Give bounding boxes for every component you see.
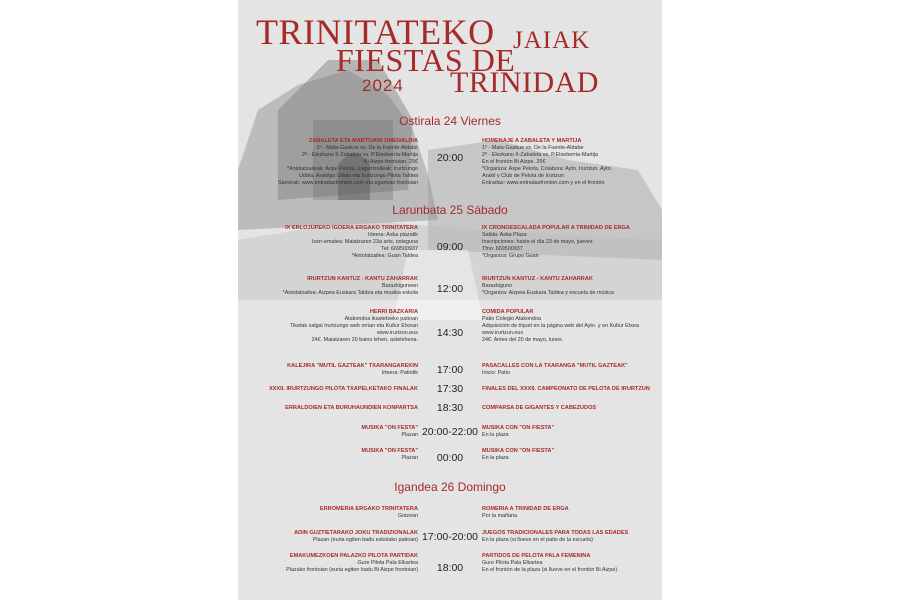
- event-title: EMAKUMEZKOEN PALAZKO PILOTA PARTIDAK: [289, 553, 418, 559]
- event-detail: 2º - Elezkano II-Zabaleta vs. P.Etxeberria-Martija: [301, 152, 418, 158]
- event-left: [269, 386, 418, 393]
- event-title: ROMERIA A TRINIDAD DE ERGA: [482, 506, 569, 512]
- event-left: [361, 425, 418, 439]
- event-detail: Patio Colegio Atakondoa: [482, 316, 542, 322]
- event-detail: Inicio: Patio: [482, 370, 510, 376]
- event-left: [320, 506, 418, 520]
- event-time: 09:00: [436, 241, 464, 253]
- event-title: MUSIKA "ON FESTA": [361, 448, 418, 454]
- event-detail: Barazkiguneen: [382, 283, 418, 289]
- event-time: 14:30: [436, 327, 464, 339]
- event-title: PASACALLES CON LA TXARANGA "MUTIL GAZTEAK": [482, 363, 628, 369]
- event-title: KALEJIRA "MUTIL GAZTEAK" TXARANGAREKIN: [287, 363, 418, 369]
- event-right: [482, 448, 554, 462]
- event-detail: Plazan: [401, 455, 418, 461]
- event-detail: Sarrerak: www.entradasfronton.com eta egunean frontoian: [278, 180, 418, 186]
- festival-poster: [238, 0, 662, 600]
- event-detail: Izen-ematea: Maiatzaren 23a arte, osteguna: [311, 239, 418, 245]
- event-detail: Tel: 669500937: [381, 246, 418, 252]
- event-right: [482, 225, 630, 260]
- event-right: [482, 138, 612, 187]
- event-left: [361, 448, 418, 462]
- event-title: COMIDA POPULAR: [482, 309, 534, 315]
- event-right: [482, 506, 569, 520]
- event-detail: Bi Aizpe frontoian. 25€: [364, 159, 418, 165]
- event-detail: Arakil y Club de Pelota de Irurtzun: [482, 173, 564, 179]
- event-right: [482, 276, 614, 297]
- event-right: [482, 405, 596, 412]
- event-title: MUSIKA "ON FESTA": [361, 425, 418, 431]
- event-detail: 1º - Mata-Gaskue vs. De la Fuente-Aldabe: [316, 145, 418, 151]
- event-title: ERRALDOIEN ETA BURUHAUNDIEN KONPARTSA: [285, 405, 418, 411]
- event-detail: Atakondoa ikastetxeko patioan: [344, 316, 418, 322]
- title-line-1: TRINITATEKO: [256, 12, 495, 52]
- event-left: [290, 309, 418, 344]
- event-detail: En la plaza: [482, 432, 509, 438]
- event-right: [482, 386, 650, 393]
- event-left: [294, 530, 418, 544]
- event-detail: *Organiza: Aizpea Euskara Taldea y escuela de música: [482, 290, 615, 296]
- event-right: [482, 309, 639, 344]
- title-line-2: FIESTAS DE: [336, 42, 516, 78]
- event-detail: *Antolatzaileak: Aspe Pelota. Laguntzaileak: Irurtzungo: [287, 166, 418, 172]
- event-detail: www.irurtzun.eus: [376, 330, 418, 336]
- event-time: 17:00-20:00: [421, 531, 479, 543]
- event-time: 20:00: [436, 152, 464, 164]
- event-detail: Entradas: www.entradasfronton.com y en el frontón: [482, 180, 605, 186]
- event-title: IX CRONOESCALADA POPULAR A TRINIDAD DE ERGA: [482, 225, 630, 231]
- event-right: [482, 530, 628, 544]
- event-title: COMPARSA DE GIGANTES Y CABEZUDOS: [482, 405, 597, 411]
- event-detail: Gure Pilota Pala Elkartea: [482, 560, 543, 566]
- event-detail: 1º - Mata-Gaskue vs. De la Fuente-Aldabe: [482, 145, 584, 151]
- title-line-3: TRINIDAD: [450, 66, 599, 99]
- event-detail: Tfno: 669500937: [482, 246, 523, 252]
- event-title: HERRI BAZKARIA: [369, 309, 418, 315]
- event-title: ZABALETA ETA MARTIJARI OMENALDIA: [308, 138, 418, 144]
- event-time: 00:00: [436, 452, 464, 464]
- title-year: 2024: [362, 76, 404, 95]
- event-right: [482, 363, 628, 377]
- event-detail: En el frontón de la plaza (si llueve en el frontón Bi Aizpe): [482, 567, 618, 573]
- event-title: HOMENAJE A ZABALETA Y MARTIJA: [482, 138, 582, 144]
- event-detail: Por la mañana: [482, 513, 518, 519]
- event-title: PARTIDOS DE PELOTA PALA FEMENINA: [482, 553, 591, 559]
- event-detail: Salida: Aska Plaza: [482, 232, 527, 238]
- event-detail: En el frontón Bi Aizpe. 25€: [482, 159, 546, 165]
- event-detail: Inscripciones: hasta el día 23 de mayo, jueves: [482, 239, 593, 245]
- event-detail: Barazkiguno: [482, 283, 512, 289]
- event-detail: Adquisición de tíquet en la página web del Ayto. y en Kultur Etxea: [482, 323, 639, 329]
- day-heading-sunday: Igandea 26 Domingo: [394, 480, 506, 494]
- day-heading-saturday: Larunbata 25 Sábado: [392, 203, 508, 217]
- event-detail: En la plaza: [482, 455, 509, 461]
- event-time: 17:30: [436, 383, 464, 395]
- event-detail: www.irurtzun.eus: [482, 330, 524, 336]
- event-detail: Irteera: Patiotik: [381, 370, 418, 376]
- event-time: 18:30: [436, 402, 464, 414]
- event-right: [482, 425, 554, 439]
- title-line-1b: JAIAK: [513, 27, 591, 54]
- event-detail: Irteera: Aska plazatik: [367, 232, 418, 238]
- event-left: [283, 276, 418, 297]
- event-title: FINALES DEL XXXII. CAMPEONATO DE PELOTA DE IRURTZUN: [482, 386, 650, 392]
- event-detail: *Organiza: Grupo Guan: [482, 253, 539, 259]
- event-detail: En la plaza (si llueve en el patio de la escuela): [482, 537, 593, 543]
- event-detail: *Antolatzailea: Aizpea Euskara Taldea eta musika eskola: [282, 290, 418, 296]
- event-time: 18:00: [436, 562, 464, 574]
- event-title: ADIN GUZTIETARAKO JOKU TRADIZIONALAK: [294, 530, 418, 536]
- event-title: MUSIKA CON "ON FIESTA": [482, 448, 555, 454]
- event-detail: *Antolatzailea: Guan Taldea: [351, 253, 418, 259]
- event-detail: Udala, Arakilgo Udala eta Irurtzungo Pilota Taldea: [299, 173, 418, 179]
- event-right: [482, 553, 617, 574]
- event-left: [287, 363, 418, 377]
- event-detail: Goizean: [397, 513, 418, 519]
- event-time: 20:00-22:00: [421, 426, 479, 438]
- event-title: MUSIKA CON "ON FIESTA": [482, 425, 555, 431]
- event-detail: Plazan (euria egiten badu eskolako patioan): [312, 537, 418, 543]
- event-detail: 2º - Elezkano II-Zabaleta vs. P.Etxeberria-Martija: [482, 152, 599, 158]
- event-title: IRURTZUN KANTUZ - KANTU ZAHARRAK: [307, 276, 418, 282]
- day-heading-friday: Ostirala 24 Viernes: [399, 114, 501, 128]
- event-title: IRURTZUN KANTUZ - KANTU ZAHARRAK: [482, 276, 593, 282]
- event-detail: *Organiza: Aspe Pelota. Colabora: Ayto. Irurtzun, Ayto.: [482, 166, 613, 172]
- event-title: ERROMERIA ERGAKO TRINITATERA: [319, 506, 418, 512]
- event-left: [278, 138, 418, 187]
- event-title: XXXII. IRURTZUNGO PILOTA TXAPELKETAKO FINALAK: [268, 386, 418, 392]
- event-detail: 24€. Maiatzaren 20 baino lehen, astelehena.: [311, 337, 418, 343]
- event-time: 12:00: [436, 283, 464, 295]
- event-detail: Gure Pilota Pala Elkartea: [357, 560, 418, 566]
- event-time: 17:00: [436, 364, 464, 376]
- event-detail: Plazan: [401, 432, 418, 438]
- event-title: JUEGOS TRADICIONALES PARA TODAS LAS EDADES: [482, 530, 629, 536]
- event-detail: Plazako frontoian (euria egiten badu Bi Aizpe frontoian): [286, 567, 418, 573]
- event-title: IX ERLOJUPEKO IGOERA ERGAKO TRINITATERA: [285, 225, 418, 231]
- event-detail: Tiketak salgai Irurtzungo web orrian eta Kultur Etxean: [289, 323, 418, 329]
- event-detail: 24€. Antes del 20 de mayo, lunes.: [482, 337, 564, 343]
- event-left: [286, 553, 418, 574]
- event-left: [285, 405, 418, 412]
- event-left: [285, 225, 418, 260]
